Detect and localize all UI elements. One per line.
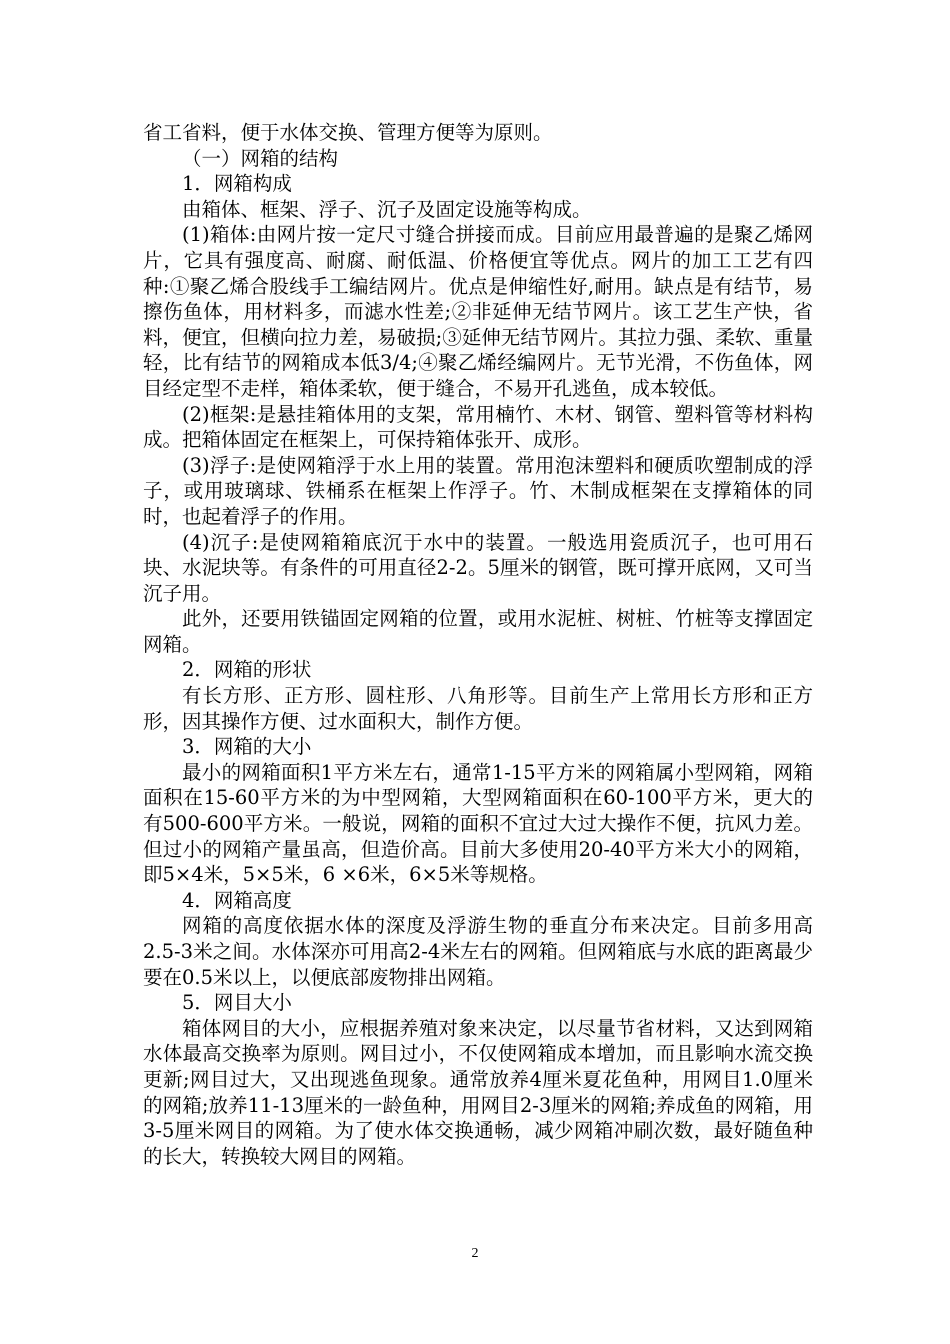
paragraph: (2)框架:是悬挂箱体用的支架，常用楠竹、木材、钢管、塑料管等材料构成。把箱体固定在框架上，可保持箱体张开、成形。 [143, 402, 813, 452]
subsection-heading: 4．网箱高度 [182, 888, 292, 912]
subsection-heading: 3．网箱的大小 [182, 735, 312, 759]
paragraph: 此外，还要用铁锚固定网箱的位置，或用水泥桩、树桩、竹桩等支撑固定网箱。 [143, 607, 813, 656]
paragraph: 省工省料，便于水体交换、管理方便等为原则。 [143, 121, 553, 144]
subsection-heading: 1．网箱构成 [182, 172, 292, 196]
paragraph: 箱体网目的大小，应根据养殖对象来决定，以尽量节省材料，又达到网箱水体最高交换率为原则。网目过小，不仅使网箱成本增加，而且影响水流交换更新;网目过大，又出现逃鱼现象。通常放养4厘米夏花鱼种，用网目1.0厘米的网箱;放养11-13厘米的一龄鱼种，用网目2-3厘米的网箱;养成鱼的网箱，用3-5厘米网目的网箱。为了使水体交换通畅，减少网箱冲刷次数，最好随鱼种的长大，转换较大网目的网箱。 [143, 1016, 813, 1168]
subsection-heading: 2．网箱的形状 [182, 658, 312, 682]
paragraph: 最小的网箱面积1平方米左右，通常1-15平方米的网箱属小型网箱，网箱面积在15-60平方米的为中型网箱，大型网箱面积在60-100平方米，更大的有500-600平方米。一般说，网箱的面积不宜过大过大操作不便，抗风力差。但过小的网箱产量虽高，但造价高。目前大多使用20-40平方米大小的网箱，即5×4米，5×5米，6 ×6米，6×5米等规格。 [143, 760, 813, 887]
paragraph: (1)箱体:由网片按一定尺寸缝合拼接而成。目前应用最普遍的是聚乙烯网片，它具有强度高、耐腐、耐低温、价格便宜等优点。网片的加工工艺有四种:①聚乙烯合股线手工编结网片。优点是伸缩性好,耐用。缺点是有结节，易擦伤鱼体，用材料多，而滤水性差;②非延伸无结节网片。该工艺生产快，省料，便宜，但横向拉力差，易破损;③延伸无结节网片。其拉力强、柔软、重量轻，比有结节的网箱成本低3/4;④聚乙烯经编网片。无节光滑，不伤鱼体，网目经定型不走样，箱体柔软，便于缝合，不易开孔逃鱼，成本较低。 [143, 223, 813, 400]
paragraph: (3)浮子:是使网箱浮于水上用的装置。常用泡沫塑料和硬质吹塑制成的浮子，或用玻璃球、铁桶系在框架上作浮子。竹、木制成框架在支撑箱体的同时，也起着浮子的作用。 [143, 453, 813, 528]
subsection-heading: 5．网目大小 [182, 991, 292, 1015]
page-number: 2 [471, 1246, 479, 1261]
paragraph: (4)沉子:是使网箱箱底沉于水中的装置。一般选用瓷质沉子，也可用石块、水泥块等。有条件的可用直径2-2。5厘米的钢管，既可撑开底网，又可当沉子用。 [143, 530, 813, 605]
paragraph: 有长方形、正方形、圆柱形、八角形等。目前生产上常用长方形和正方形，因其操作方便、过水面积大，制作方便。 [143, 684, 813, 733]
paragraph: 网箱的高度依据水体的深度及浮游生物的垂直分布来决定。目前多用高2.5-3米之间。水体深亦可用高2-4米左右的网箱。但网箱底与水底的距离最少要在0.5米以上，以便底部废物排出网箱。 [143, 914, 813, 989]
section-heading: （一）网箱的结构 [182, 146, 339, 170]
document-body [143, 120, 813, 1169]
paragraph: 由箱体、框架、浮子、沉子及固定设施等构成。 [182, 197, 592, 221]
